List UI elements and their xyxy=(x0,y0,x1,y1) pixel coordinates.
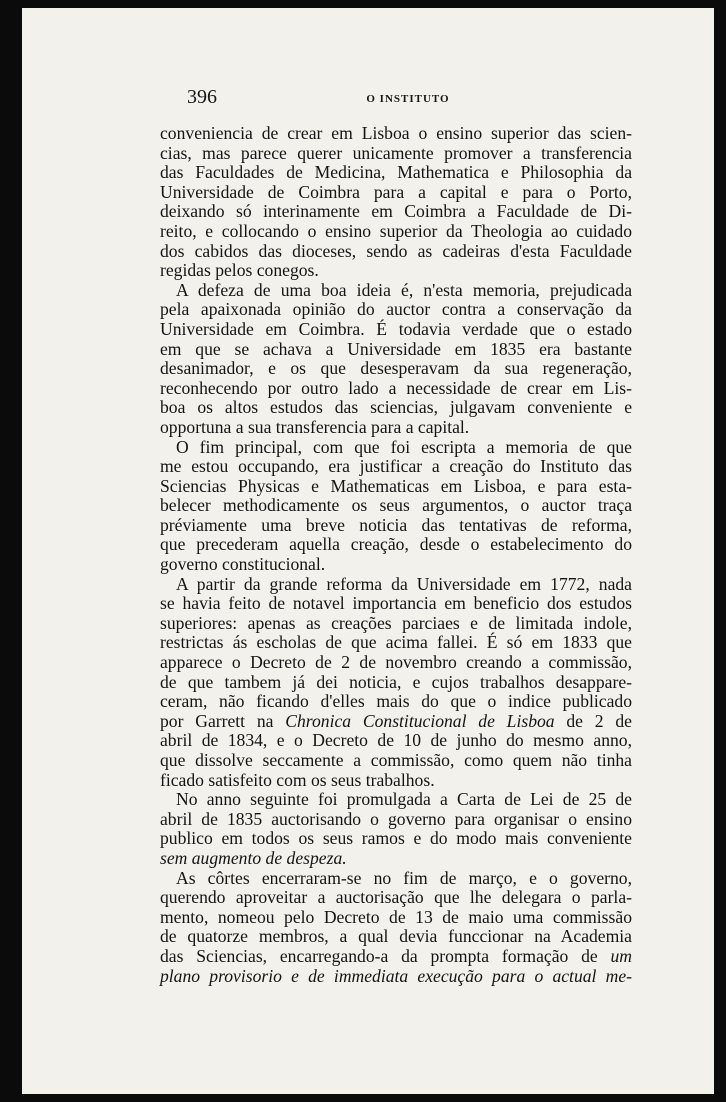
italic-text: sem augmento de despeza. xyxy=(160,847,347,868)
text-line xyxy=(160,457,632,477)
text-run: abril de 1834, e o Decreto de 10 de junho do mesmo anno, xyxy=(160,730,632,751)
text-line xyxy=(160,653,632,673)
text-run: reconhecendo por outro lado a necessidade de crear em Lis- xyxy=(160,377,632,398)
text-line xyxy=(160,359,632,379)
text-run: O fim principal, com que foi escripta a memoria de que xyxy=(176,436,632,457)
text-line xyxy=(160,555,632,575)
text-line xyxy=(160,633,632,653)
text-run: que dissolve seccamente a commissão, como quem não tinha xyxy=(160,750,632,770)
text-run: regidas pelos conegos. xyxy=(160,260,319,281)
paragraph xyxy=(160,790,632,868)
text-line xyxy=(160,692,632,712)
text-line xyxy=(160,163,632,183)
text-line xyxy=(160,869,632,889)
text-line xyxy=(160,281,632,301)
text-run: por Garrett na xyxy=(160,710,286,731)
text-run: préviamente uma breve noticia das tentativas de reforma, xyxy=(160,514,632,535)
text-line xyxy=(160,222,632,242)
running-title: O INSTITUTO xyxy=(366,93,450,105)
text-run: de que tambem já dei noticia, e cujos trabalhos desappare- xyxy=(160,671,632,692)
text-run: restrictas ás escholas de que acima fallei. É só em 1833 que xyxy=(160,632,632,653)
page-header xyxy=(162,86,654,110)
paragraph xyxy=(160,124,632,281)
text-line xyxy=(160,888,632,908)
text-run: cias, mas parece querer unicamente promover a transferencia xyxy=(160,142,632,163)
paragraph xyxy=(160,575,632,791)
italic-text: um xyxy=(610,945,632,966)
text-line xyxy=(160,771,632,791)
text-line xyxy=(160,712,632,732)
text-line xyxy=(160,144,632,164)
text-line xyxy=(160,594,632,614)
text-line xyxy=(160,614,632,634)
page-number: 396 xyxy=(187,86,217,108)
text-line xyxy=(160,438,632,458)
paragraph xyxy=(160,438,632,575)
text-run: No anno seguinte foi promulgada a Carta de Lei de 25 de xyxy=(176,789,632,810)
text-run: em que se achava a Universidade em 1835 era bastante xyxy=(160,338,632,359)
text-line xyxy=(160,790,632,810)
text-run: opportuna a sua transferencia para a capital. xyxy=(160,416,470,437)
text-run: me estou occupando, era justificar a creação do Instituto das xyxy=(160,456,632,477)
text-line xyxy=(160,673,632,693)
text-run: deixando só interinamente em Coimbra a Faculdade de Di- xyxy=(160,201,632,222)
text-run: ceram, não ficando d'elles mais do que o indice publicado xyxy=(160,691,632,712)
text-line xyxy=(160,535,632,555)
text-run: das Faculdades de Medicina, Mathematica e Philosophia da xyxy=(160,162,632,183)
text-line xyxy=(160,379,632,399)
text-run: se havia feito de notavel importancia em beneficio dos estudos xyxy=(160,593,632,614)
text-line xyxy=(160,242,632,262)
text-line xyxy=(160,477,632,497)
text-line xyxy=(160,261,632,281)
paragraph xyxy=(160,869,632,987)
text-run: Sciencias Physicas e Mathematicas em Lisboa, e para esta- xyxy=(160,475,632,496)
text-run: apparece o Decreto de 2 de novembro creando a commissão, xyxy=(160,652,632,673)
italic-text: plano provisorio e de immediata execução para o actual me- xyxy=(160,965,632,986)
text-line xyxy=(160,398,632,418)
text-line xyxy=(160,516,632,536)
text-line xyxy=(160,751,632,771)
text-run: de 2 de xyxy=(554,710,632,731)
text-run: conveniencia de crear em Lisboa o ensino superior das scien- xyxy=(160,123,632,143)
text-line xyxy=(160,496,632,516)
text-run: reito, e collocando o ensino superior da Theologia ao cuidado xyxy=(160,220,632,241)
text-run: querendo aproveitar a auctorisação que lhe delegara o parla- xyxy=(160,887,632,908)
text-run: desanimador, e os que desesperavam da sua regeneração, xyxy=(160,358,632,379)
text-run: governo constitucional. xyxy=(160,554,326,575)
text-line xyxy=(160,300,632,320)
text-run: publico em todos os seus ramos e do modo mais conveniente xyxy=(160,828,632,849)
text-line xyxy=(160,731,632,751)
text-run: A defeza de uma boa ideia é, n'esta memoria, prejudicada xyxy=(176,279,632,300)
text-run: de quatorze membros, a qual devia funccionar na Academia xyxy=(160,926,632,947)
text-run: belecer methodicamente os seus argumentos, o auctor traça xyxy=(160,495,632,516)
text-run: das Sciencias, encarregando-a da prompta formação de xyxy=(160,945,611,966)
text-line xyxy=(160,810,632,830)
text-run: Universidade de Coimbra para a capital e para o Porto, xyxy=(160,181,632,202)
text-line xyxy=(160,829,632,849)
italic-text: Chronica Constitucional de Lisboa xyxy=(285,710,555,731)
text-line xyxy=(160,124,632,144)
text-run: ficado satisfeito com os seus trabalhos. xyxy=(160,769,435,790)
text-run: Universidade em Coimbra. É todavia verdade que o estado xyxy=(160,318,632,339)
text-line xyxy=(160,927,632,947)
text-line xyxy=(160,967,632,987)
text-line xyxy=(160,183,632,203)
paragraph xyxy=(160,281,632,438)
text-line xyxy=(160,947,632,967)
text-run: dos cabidos das dioceses, sendo as cadeiras d'esta Faculdade xyxy=(160,240,632,261)
text-line xyxy=(160,575,632,595)
text-run: que precederam aquella creação, desde o estabelecimento do xyxy=(160,534,632,555)
text-line xyxy=(160,320,632,340)
body-text xyxy=(160,124,632,986)
text-run: abril de 1835 auctorisando o governo para organisar o ensino xyxy=(160,808,632,829)
text-run: boa os altos estudos das sciencias, julgavam conveniente e xyxy=(160,397,632,418)
text-run: A partir da grande reforma da Universidade em 1772, nada xyxy=(176,573,632,594)
text-line xyxy=(160,908,632,928)
text-run: superiores: apenas as creações parciaes e de limitada indole, xyxy=(160,612,632,633)
text-run: As côrtes encerraram-se no fim de março, e o governo, xyxy=(176,867,632,888)
text-line xyxy=(160,849,632,869)
text-run: pela apaixonada opinião do auctor contra a conservação da xyxy=(160,299,632,320)
text-line xyxy=(160,340,632,360)
text-run: mento, nomeou pelo Decreto de 13 de maio uma commissão xyxy=(160,906,632,927)
text-line xyxy=(160,202,632,222)
text-line xyxy=(160,418,632,438)
